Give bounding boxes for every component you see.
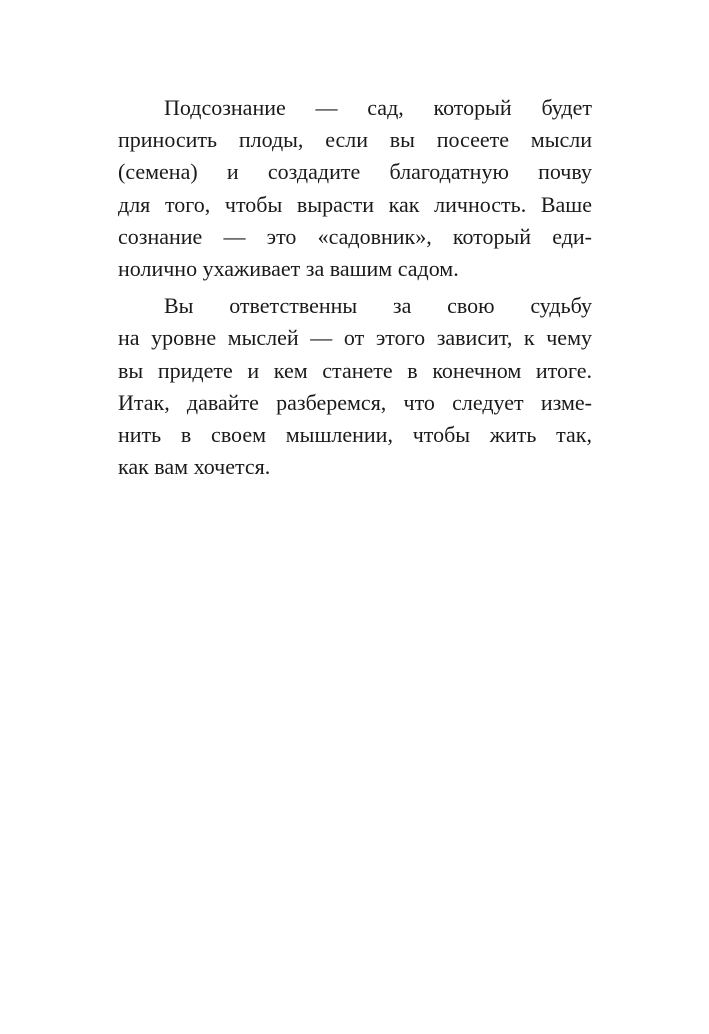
- text-line: нить в своем мышлении, чтобы жить так,: [118, 421, 592, 447]
- text-line: вы придете и кем станете в конечном итоге.: [118, 357, 592, 383]
- text-line: Вы ответственны за свою судьбу: [164, 293, 592, 319]
- paragraph-2: [118, 290, 592, 483]
- text-line: сознание — это «садовник», который еди-: [118, 223, 592, 249]
- text-line: нолично ухаживает за вашим садом.: [118, 255, 459, 281]
- text-line: как вам хочется.: [118, 454, 271, 480]
- text-line: (семена) и создадите благодатную почву: [118, 159, 592, 185]
- page-text: [118, 92, 592, 483]
- text-line: для того, чтобы вырасти как личность. Ваше: [118, 191, 592, 217]
- text-line: Подсознание — сад, который будет: [164, 95, 592, 120]
- paragraph-1: [118, 92, 592, 285]
- text-line: Итак, давайте разберемся, что следует изме-: [118, 389, 592, 415]
- text-line: на уровне мыслей — от этого зависит, к чему: [118, 325, 592, 351]
- text-line: приносить плоды, если вы посеете мысли: [118, 127, 592, 153]
